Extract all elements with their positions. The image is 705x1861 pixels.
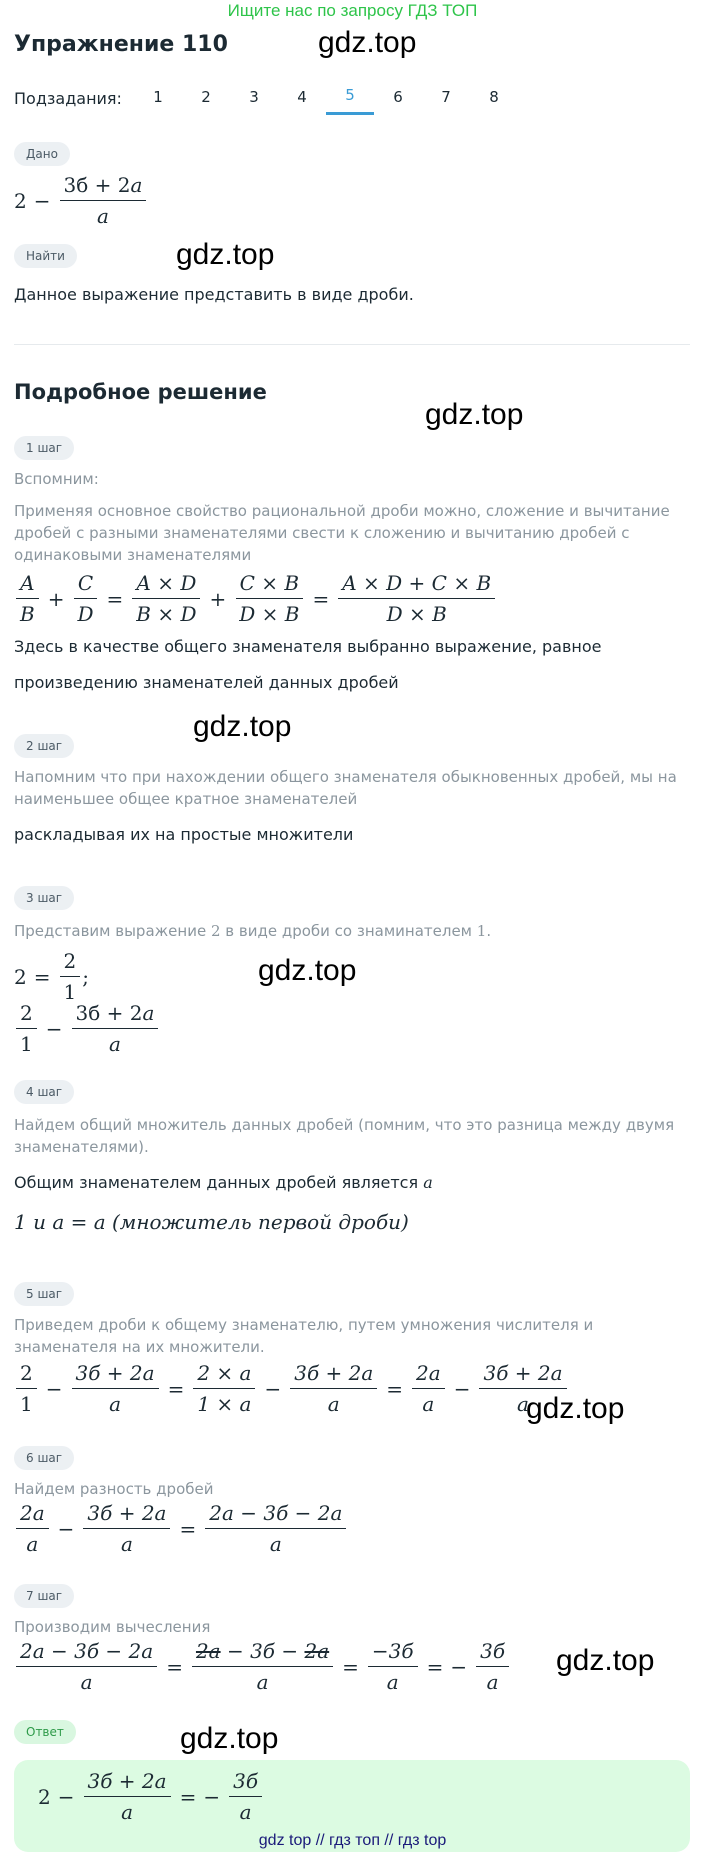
fraction-num: 2a − 3б − 2a xyxy=(16,1638,157,1667)
step-2-note: раскладывая их на простые множители xyxy=(14,825,354,844)
step-1-formula xyxy=(14,570,497,627)
step-3-text-value: 1 xyxy=(476,922,487,940)
step-3-text xyxy=(14,920,694,942)
step-7-formula xyxy=(14,1638,511,1695)
step-4-text: Найдем общий множитель данных дробей (помним, что это разница между двумя знаменателями). xyxy=(14,1116,675,1156)
step-3-text-value: 2 xyxy=(210,922,221,940)
fraction-den: a xyxy=(120,1532,133,1556)
fraction-num: A xyxy=(16,570,38,599)
fraction-num: 3б xyxy=(229,1768,262,1797)
equals-sign: = xyxy=(386,1376,404,1401)
fraction-num: 2a − 3б − 2a xyxy=(205,1500,346,1529)
solution-title: Подробное решение xyxy=(14,380,267,404)
equals-sign: = xyxy=(342,1654,359,1679)
fraction-den: a xyxy=(121,1800,133,1824)
step-4-note-var: a xyxy=(423,1173,433,1192)
given-den: a xyxy=(96,204,109,228)
tab-subtask-7[interactable]: 7 xyxy=(441,87,451,106)
step-4-math: 1 и a = a (множитель первой дроби) xyxy=(14,1210,409,1234)
equals-sign: = xyxy=(426,1654,444,1679)
bottom-links[interactable]: gdz top // гдз топ // гдз top xyxy=(258,1832,447,1849)
struck-term: 2a xyxy=(195,1639,221,1663)
fraction-den: 1 xyxy=(63,980,77,1004)
equals-sign: = xyxy=(167,1376,185,1401)
tab-subtask-6[interactable]: 6 xyxy=(393,87,403,106)
fraction-den: a xyxy=(109,1392,121,1416)
fraction-num: 2 xyxy=(16,1000,37,1029)
step-2-text: Напомним что при нахождении общего знаменателя обыкновенных дробей, мы на наименьшее общее кратное знаменателей xyxy=(14,768,677,808)
fraction-num: −3б xyxy=(368,1638,418,1667)
answer-chip: Ответ xyxy=(14,1720,76,1744)
given-whole: 2 xyxy=(14,188,27,213)
fraction-num: 2 xyxy=(16,1360,37,1389)
minus-sign: − xyxy=(45,1016,63,1041)
fraction-den: a xyxy=(26,1532,39,1556)
step-3-text-part: в виде дроби со знаминателем xyxy=(220,922,477,940)
fraction-den: a xyxy=(80,1670,93,1694)
value: 2 xyxy=(38,1784,51,1809)
fraction-den: D × B xyxy=(386,602,447,626)
fraction-den: a xyxy=(108,1032,121,1056)
fraction-num: A × D + C × B xyxy=(338,570,495,599)
given-fraction xyxy=(60,172,147,229)
fraction-den: a xyxy=(327,1392,340,1416)
step-4-note xyxy=(14,1172,694,1194)
subtasks-nav xyxy=(14,82,518,114)
fraction-num: − 3б − xyxy=(220,1639,305,1663)
fraction-den: 1 xyxy=(20,1392,33,1416)
fraction-num: 3б + 2a xyxy=(290,1360,377,1389)
equals-sign: = xyxy=(106,586,124,611)
fraction-num: 2a xyxy=(412,1360,445,1389)
divider xyxy=(14,344,690,345)
step-1-note-2: произведению знаменателей данных дробей xyxy=(14,673,399,692)
watermark: gdz.top xyxy=(556,1644,655,1677)
subtasks-label: Подзадания: xyxy=(14,88,122,108)
fraction-num: C × B xyxy=(236,570,303,599)
watermark: gdz.top xyxy=(180,1722,279,1755)
fraction-num: 3б + 2 xyxy=(75,1001,143,1025)
step-3-line-2 xyxy=(14,1000,160,1057)
fraction-num: 2a xyxy=(16,1500,49,1529)
find-text: Данное выражение представить в виде дроби. xyxy=(14,285,414,304)
watermark: gdz.top xyxy=(425,398,524,431)
fraction-den: 1 xyxy=(20,1032,33,1056)
equals-sign: = xyxy=(33,964,51,989)
step-6-formula xyxy=(14,1500,348,1557)
minus-sign: − xyxy=(203,1784,221,1809)
step-3-text-part: Представим выражение xyxy=(14,922,211,940)
fraction-den: a xyxy=(269,1532,282,1556)
equals-sign: = xyxy=(179,1784,197,1809)
fraction-den: a xyxy=(422,1392,435,1416)
fraction-num: 3б + 2a xyxy=(72,1360,159,1389)
watermark: gdz.top xyxy=(526,1392,625,1425)
fraction-num: 2 xyxy=(60,948,81,977)
tab-subtask-2[interactable]: 2 xyxy=(201,87,211,106)
step-7-text: Производим вычесления xyxy=(14,1618,211,1636)
minus-sign: − xyxy=(453,1376,471,1401)
given-expression xyxy=(14,172,148,229)
fraction-num: 3б + 2a xyxy=(479,1360,566,1389)
step-6-text: Найдем разность дробей xyxy=(14,1480,214,1498)
given-num: 3б + 2 xyxy=(63,173,131,197)
equals-sign: = xyxy=(166,1654,183,1679)
fraction-den: a xyxy=(386,1670,399,1694)
step-5-text: Приведем дроби к общему знаменателю, путем умножения числителя и знаменателя на их множители. xyxy=(14,1316,594,1356)
watermark: gdz.top xyxy=(258,954,357,987)
fraction-num: 3б xyxy=(476,1638,509,1667)
fraction-num: A × D xyxy=(132,570,200,599)
minus-sign: − xyxy=(57,1784,75,1809)
plus-sign: + xyxy=(209,586,227,611)
fraction-den: a xyxy=(486,1670,499,1694)
given-num-var: a xyxy=(130,173,143,197)
minus-sign: − xyxy=(450,1654,468,1679)
step-3-line-1 xyxy=(14,948,89,1005)
tab-subtask-8[interactable]: 8 xyxy=(489,87,499,106)
fraction-num: 2 × a xyxy=(193,1360,255,1389)
page-title: Упражнение 110 xyxy=(14,32,228,57)
tab-subtask-3[interactable]: 3 xyxy=(249,87,259,106)
step-5-chip: 5 шаг xyxy=(14,1282,74,1306)
equals-sign: = xyxy=(312,586,330,611)
minus-sign: − xyxy=(264,1376,282,1401)
tab-subtask-5[interactable]: 5 xyxy=(326,81,374,115)
watermark: gdz.top xyxy=(193,710,292,743)
tab-subtask-4[interactable]: 4 xyxy=(297,87,307,106)
value: 2 xyxy=(14,964,27,989)
fraction-den: B xyxy=(20,602,35,626)
fraction-num: 3б + 2a xyxy=(84,1768,171,1797)
step-3-text-part: . xyxy=(486,922,492,940)
fraction-num-var: a xyxy=(142,1001,155,1025)
semicolon: ; xyxy=(82,964,89,989)
step-7-chip: 7 шаг xyxy=(14,1584,74,1608)
fraction-den: D xyxy=(77,602,94,626)
plus-sign: + xyxy=(47,586,65,611)
minus-sign: − xyxy=(57,1516,75,1541)
watermark: gdz.top xyxy=(176,238,275,271)
fraction-den: D × B xyxy=(239,602,300,626)
fraction-den: a xyxy=(239,1800,252,1824)
step-5-formula xyxy=(14,1360,569,1417)
fraction-den: 1 × a xyxy=(197,1392,252,1416)
step-1-note-1: Здесь в качестве общего знаменателя выбранно выражение, равное xyxy=(14,637,602,656)
fraction-den: a xyxy=(517,1392,529,1416)
step-1-text: Применяя основное свойство рациональной дроби можно, сложение и вычитание дробей с разными знаменателями свести к сложению и вычитанию дробей с одинаковыми знаменателями xyxy=(14,502,670,564)
step-3-chip: 3 шаг xyxy=(14,886,74,910)
given-chip: Дано xyxy=(14,142,70,166)
struck-term: 2a xyxy=(304,1639,330,1663)
find-chip: Найти xyxy=(14,244,77,268)
fraction-den: B × D xyxy=(136,602,197,626)
step-4-note-text: Общим знаменателем данных дробей является xyxy=(14,1173,424,1192)
fraction-num: 3б + 2a xyxy=(83,1500,170,1529)
step-2-chip: 2 шаг xyxy=(14,734,74,758)
equals-sign: = xyxy=(179,1516,197,1541)
watermark: gdz.top xyxy=(318,26,417,59)
step-6-chip: 6 шаг xyxy=(14,1446,74,1470)
given-minus: − xyxy=(33,188,51,213)
step-1-recall: Вспомним: xyxy=(14,470,99,488)
fraction-num: C xyxy=(74,570,97,599)
fraction-den: a xyxy=(256,1670,269,1694)
tab-subtask-1[interactable]: 1 xyxy=(153,87,163,106)
minus-sign: − xyxy=(45,1376,63,1401)
step-1-chip: 1 шаг xyxy=(14,436,74,460)
answer-formula xyxy=(38,1768,264,1825)
top-banner: Ищите нас по запросу ГДЗ ТОП xyxy=(227,1,478,20)
step-4-chip: 4 шаг xyxy=(14,1080,74,1104)
